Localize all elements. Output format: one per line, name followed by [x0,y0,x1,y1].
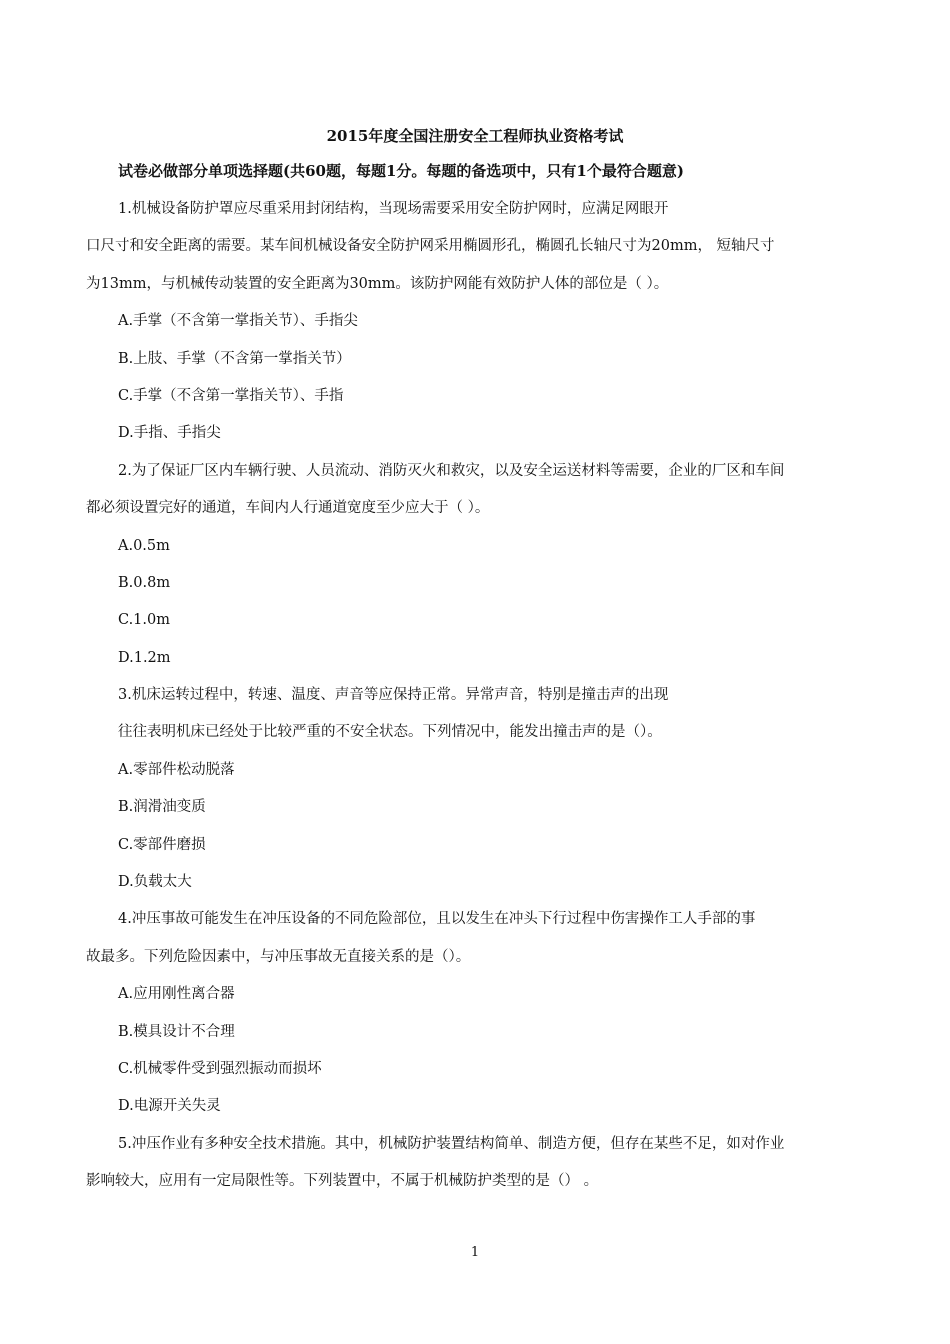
text-line: 5.冲压作业有多种安全技术措施。其中，机械防护装置结构简单、制造方便，但存在某些不足，如对作业 [118,1135,785,1152]
text-line: B.模具设计不合理 [118,1023,235,1040]
text-line: B.上肢、手掌（不含第一掌指关节） [118,350,351,367]
text-line: C.机械零件受到强烈振动而损坏 [118,1060,322,1077]
text-line: A.0.5m [118,537,170,554]
text-line: 2.为了保证厂区内车辆行驶、人员流动、消防灭火和救灾，以及安全运送材料等需要，企业的厂区和车间 [118,462,785,479]
text-line: 3.机床运转过程中，转速、温度、声音等应保持正常。异常声音，特别是撞击声的出现 [118,687,669,704]
document-title: 2015年度全国注册安全工程师执业资格考试 [326,127,624,145]
text-line: 为13mm，与机械传动装置的安全距离为30mm。该防护网能有效防护人体的部位是（ ）。 [86,275,669,292]
text-line: 都必须设置完好的通道，车间内人行通道宽度至少应大于（ ）。 [86,500,490,517]
text-line: D.负载太大 [118,874,192,891]
text-line: A.手掌（不含第一掌指关节）、手指尖 [118,313,358,330]
text-line: 影响较大，应用有一定局限性等。下列装置中，不属于机械防护类型的是（） 。 [86,1173,599,1190]
text-line: C.1.0m [118,612,170,629]
text-line: B.0.8m [118,574,171,591]
text-line: 往往表明机床已经处于比较严重的不安全状态。下列情况中，能发出撞击声的是（）。 [118,724,662,741]
text-line: A.应用刚性离合器 [118,986,235,1003]
text-line: 口尺寸和安全距离的需要。某车间机械设备安全防护网采用椭圆形孔，椭圆孔长轴尺寸为20mm， 短轴尺寸 [86,238,775,255]
text-line: 故最多。下列危险因素中，与冲压事故无直接关系的是（）。 [86,948,471,965]
text-line: D.1.2m [118,649,171,666]
text-line: 4.冲压事故可能发生在冲压设备的不同危险部位，且以发生在冲头下行过程中伤害操作工人手部的事 [118,911,756,928]
text-line: C.手掌（不含第一掌指关节）、手指 [118,387,344,404]
text-line: A.零部件松动脱落 [118,761,235,778]
text-line: B.润滑油变质 [118,799,206,816]
text-line: D.电源开关失灵 [118,1098,221,1115]
text-line: C.零部件磨损 [118,836,206,853]
page-number: 1 [470,1245,480,1260]
document-subtitle: 试卷必做部分单项选择题(共60题，每题1分。每题的备选项中，只有1个最符合题意) [118,162,684,180]
text-line: D.手指、手指尖 [118,425,221,442]
document-body [86,191,866,1201]
text-line: 1.机械设备防护罩应尽重采用封闭结构，当现场需要采用安全防护网时，应满足网眼开 [118,201,669,217]
